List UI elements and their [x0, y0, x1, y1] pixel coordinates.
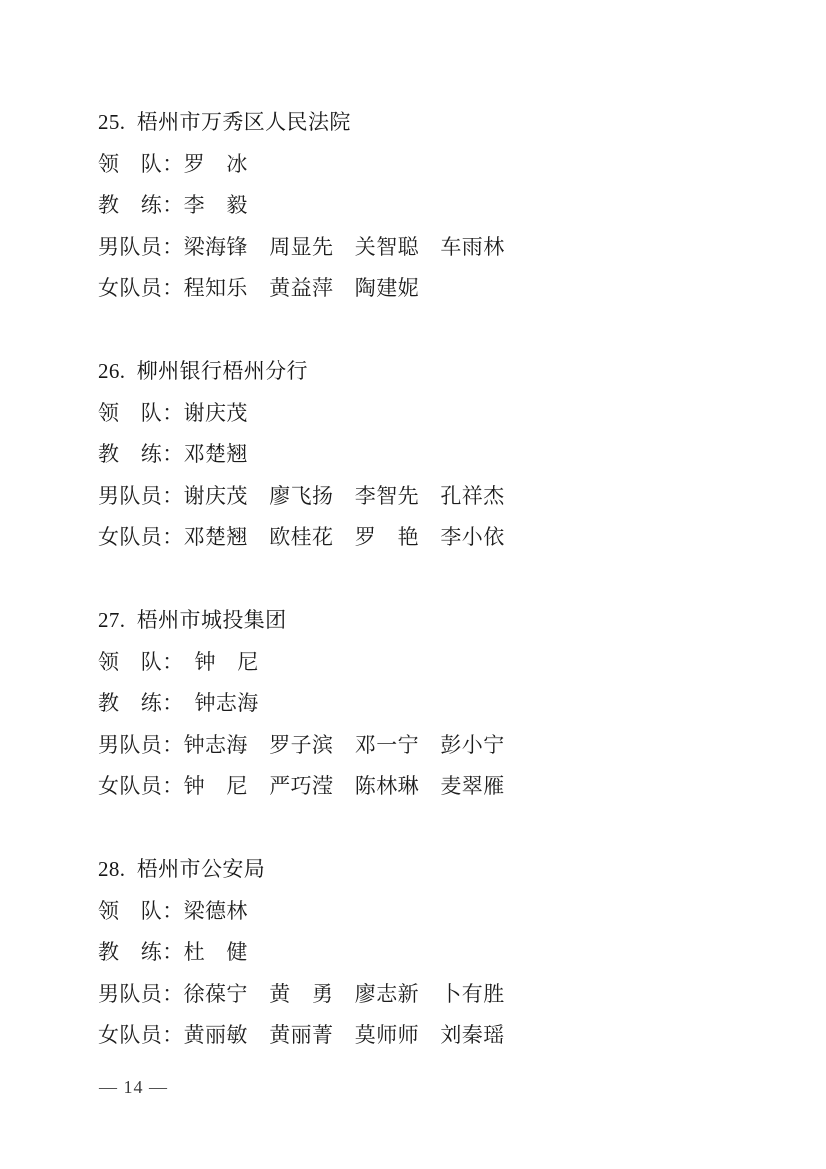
men-players-line: 男队员：谢庆茂 廖飞扬 李智先 孔祥杰	[98, 483, 505, 508]
leader-line: 领 队：谢庆茂	[98, 400, 248, 425]
team-entry	[98, 849, 786, 1057]
team-roster-list	[98, 102, 786, 1098]
women-players-line: 女队员：邓楚翘 欧桂花 罗 艳 李小依	[98, 525, 505, 549]
team-title: 26. 柳州银行梧州分行	[98, 359, 308, 383]
team-entry	[98, 102, 786, 310]
men-players-line: 男队员：钟志海 罗子滨 邓一宁 彭小宁	[98, 732, 505, 757]
coach-line: 教 练：李 毅	[98, 193, 248, 217]
coach-line: 教 练： 钟志海	[98, 691, 259, 715]
team-title: 25. 梧州市万秀区人民法院	[98, 110, 351, 134]
page-number: — 14 —	[99, 1077, 168, 1097]
men-players-line: 男队员：梁海锋 周显先 关智聪 车雨林	[98, 234, 505, 259]
team-title: 27. 梧州市城投集团	[98, 608, 287, 632]
women-players-line: 女队员：程知乐 黄益萍 陶建妮	[98, 276, 419, 300]
leader-line: 领 队： 钟 尼	[98, 649, 259, 674]
team-title: 28. 梧州市公安局	[98, 857, 266, 881]
men-players-line: 男队员：徐葆宁 黄 勇 廖志新 卜有胜	[98, 981, 505, 1006]
coach-line: 教 练：邓楚翘	[98, 442, 248, 466]
team-entry	[98, 351, 786, 559]
women-players-line: 女队员：黄丽敏 黄丽菁 莫师师 刘秦瑶	[98, 1023, 505, 1047]
leader-line: 领 队：梁德林	[98, 898, 248, 923]
women-players-line: 女队员：钟 尼 严巧滢 陈林琳 麦翠雁	[98, 774, 505, 798]
team-entry	[98, 600, 786, 808]
leader-line: 领 队：罗 冰	[98, 151, 248, 176]
coach-line: 教 练：杜 健	[98, 940, 248, 964]
